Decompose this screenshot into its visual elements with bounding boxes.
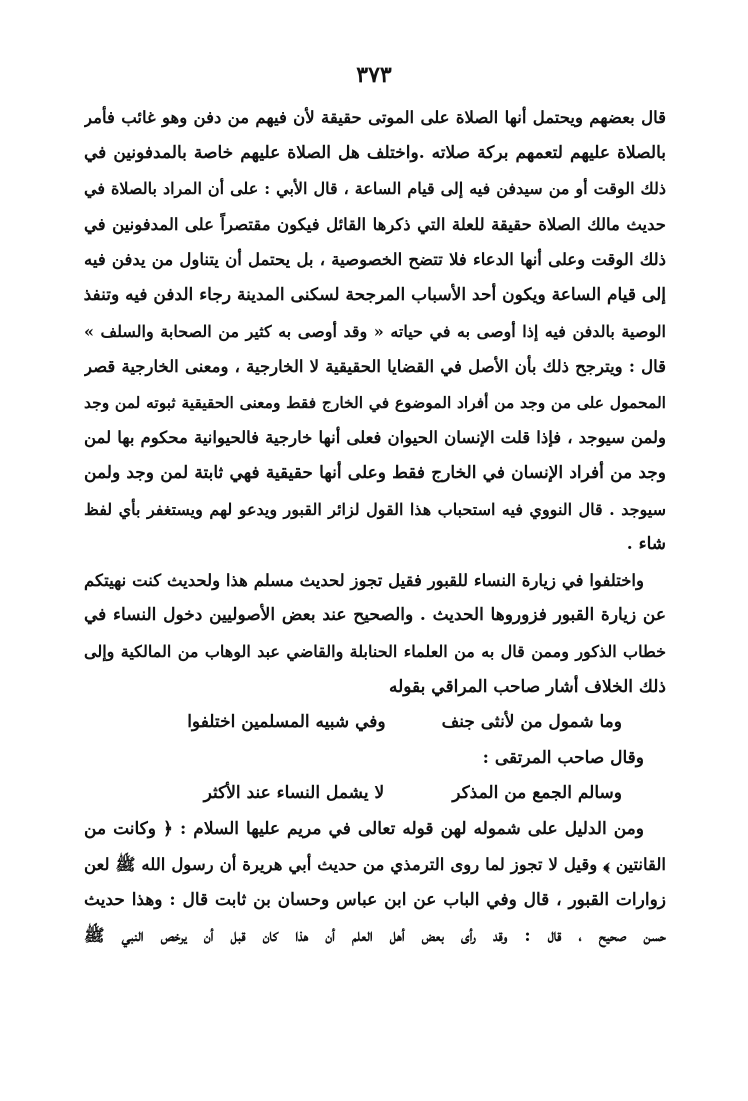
page-number: ٣٧٣: [356, 62, 392, 88]
poetry-verse: [84, 776, 666, 812]
main-text: [84, 100, 666, 954]
text-line: شاء .: [626, 534, 666, 555]
text-line: ولمن سيوجد ، فإذا قلت الإنسان الحيوان فعلى أنها خارجية فالحيوانية محكوم بها لمن: [84, 428, 666, 448]
text-line: حسن صحيح ، قال : وقد رأى بعض أهل العلم أن هذا كان قبل أن يرخص النبي ﷺ: [84, 925, 666, 946]
verse-second-hemistich: لا يشمل النساء عند الأكثر: [203, 783, 385, 804]
text-line: واختلفوا في زيارة النساء للقبور فقيل تجوز لحديث مسلم هذا ولحديث كنت نهيتكم: [84, 570, 644, 590]
text-line: بالصلاة عليهم لتعمهم بركة صلاته .واختلف هل الصلاة عليهم خاصة بالمدفونين في: [84, 142, 666, 163]
verse-first-hemistich: وما شمول من لأنثى جنف: [441, 712, 622, 733]
text-line: ذلك الوقت أو من سيدفن فيه إلى قيام الساعة ، قال الأبي : على أن المراد بالصلاة في: [84, 179, 666, 199]
text-line: زوارات القبور ، قال وفي الباب عن ابن عباس وحسان بن ثابت قال : وهذا حديث: [84, 890, 666, 911]
text-line: عن زيارة القبور فزوروها الحديث . والصحيح عند بعض الأصوليين دخول النساء في: [84, 605, 666, 626]
text-line: الوصية بالدفن فيه إذا أوصى به في حياته « وقد أوصى به كثير من الصحابة والسلف »: [84, 321, 666, 341]
text-line: حديث مالك الصلاة حقيقة للعلة التي ذكرها القائل فيكون مقتصراً على المدفونين في: [84, 214, 666, 234]
text-line: قال بعضهم ويحتمل أنها الصلاة على الموتى حقيقة لأن فيهم من دفن وهو غائب فأمر: [84, 108, 666, 127]
text-line: سيوجد . قال النووي فيه استحباب هذا القول لزائر القبور ويدعو لهم ويستغفر بأي لفظ: [84, 499, 666, 519]
text-line: خطاب الذكور وممن قال به من العلماء الحنابلة والقاضي عبد الوهاب من المالكية وإلى: [84, 641, 666, 661]
text-line: ذلك الوقت وعلى أنها الدعاء فلا تتضح الخصوصية ، بل يحتمل أن يتناول من يدفن فيه: [84, 250, 666, 270]
text-line: إلى قيام الساعة ويكون أحد الأسباب المرجحة لسكنى المدينة رجاء الدفن فيه وتنفذ: [84, 284, 666, 305]
poetry-verse: [84, 705, 666, 741]
verse-first-hemistich: وسالم الجمع من المذكر: [452, 783, 622, 804]
text-line: قال : ويترجح ذلك بأن الأصل في القضايا الحقيقية لا الخارجية ، ومعنى الخارجية قصر: [84, 357, 666, 377]
text-line: ومن الدليل على شموله لهن قوله تعالى في مريم عليها السلام : ﴿ وكانت من: [84, 818, 644, 839]
text-line: وجد من أفراد الإنسان في الخارج فقط وعلى أنها حقيقية فهي ثابتة لمن وجد ولمن: [84, 462, 666, 483]
text-line: ذلك الخلاف أشار صاحب المراقي بقوله: [388, 676, 666, 697]
text-line: القانتين ﴾ وقيل لا تجوز لما روى الترمذي من حديث أبي هريرة أن رسول الله ﷺ لعن: [84, 855, 666, 875]
verse-second-hemistich: وفي شبيه المسلمين اختلفوا: [187, 712, 386, 733]
verse-intro: وقال صاحب المرتقى :: [482, 747, 644, 768]
text-line: المحمول على من وجد من أفراد الموضوع في الخارج فقط ومعنى الحقيقية ثبوته لمن وجد: [84, 392, 666, 412]
